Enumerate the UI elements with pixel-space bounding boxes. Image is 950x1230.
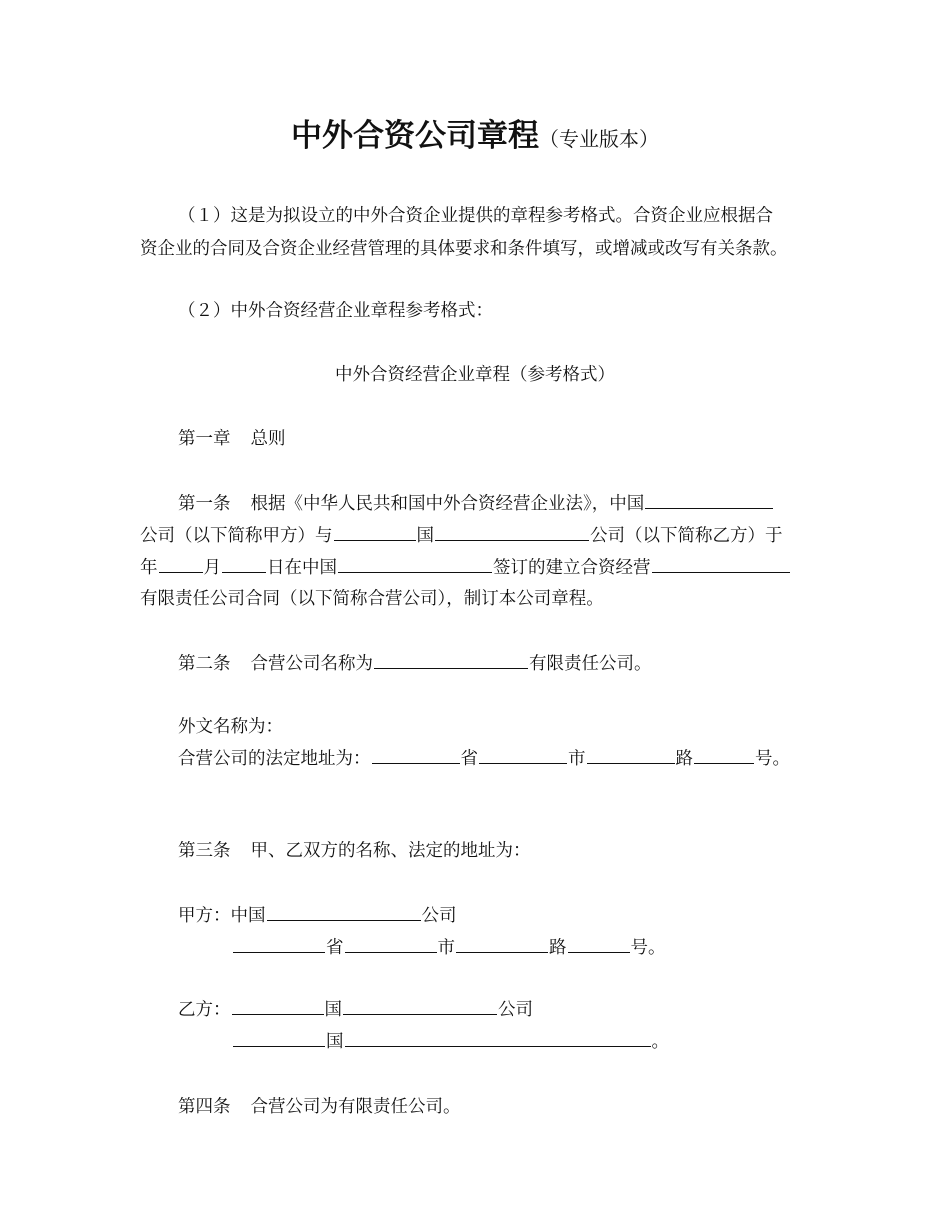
article1-l2a: 公司（以下简称甲方）与 (140, 526, 333, 546)
party-a-line2 (232, 934, 666, 960)
article1-l3a: 年 (140, 558, 158, 578)
party-a-company: 公司 (421, 906, 457, 926)
address-number: 号。 (755, 749, 790, 769)
party-a-road: 路 (549, 938, 567, 958)
article1-line2 (140, 522, 783, 548)
party-a-line1 (178, 902, 457, 928)
blank-party-a-city[interactable] (345, 934, 437, 953)
article3-text: 甲、乙双方的名称、法定的地址为： (250, 841, 531, 861)
blank-party-b-country-1[interactable] (232, 996, 324, 1015)
title-sub: （专业版本） (539, 127, 659, 151)
blank-month[interactable] (222, 554, 266, 573)
blank-party-a-name[interactable] (645, 490, 773, 509)
party-b-label: 乙方： (178, 1000, 231, 1020)
article2-address (178, 745, 790, 771)
blank-address-city[interactable] (479, 745, 567, 764)
para2: （２）中外合资经营企业章程参考格式： (178, 301, 493, 321)
party-b-country: 国 (324, 1000, 342, 1020)
article4-line (178, 1094, 461, 1120)
party-a-province: 省 (326, 938, 344, 958)
blank-jv-name[interactable] (652, 554, 790, 573)
party-b-country2: 国 (326, 1032, 344, 1052)
party-b-line2 (232, 1028, 669, 1054)
blank-party-a-province[interactable] (233, 934, 325, 953)
article2-num: 第二条 (178, 654, 231, 674)
foreign-name-label: 外文名称为： (178, 717, 283, 737)
blank-signing-place[interactable] (338, 554, 492, 573)
party-b-line1 (178, 996, 533, 1022)
blank-address-number[interactable] (694, 745, 754, 764)
blank-party-b-address[interactable] (345, 1028, 651, 1047)
address-road: 路 (675, 749, 693, 769)
document-title (0, 112, 950, 165)
subtitle: 中外合资经营企业章程（参考格式） (335, 365, 615, 385)
chapter1-name: 总则 (250, 429, 286, 449)
chapter1-num: 第一章 (178, 429, 231, 449)
article4-text: 合营公司为有限责任公司。 (250, 1097, 461, 1117)
article1-l3d: 签订的建立合资经营 (493, 558, 651, 578)
article3-num: 第三条 (178, 841, 231, 861)
article4-num: 第四条 (178, 1097, 231, 1117)
article1-l3c: 日在中国 (267, 558, 337, 578)
party-b-company: 公司 (498, 1000, 533, 1020)
address-city: 市 (568, 749, 586, 769)
article1-text: 根据《中华人民共和国中外合资经营企业法》，中国 (250, 494, 645, 514)
blank-address-road[interactable] (587, 745, 675, 764)
article3-line (178, 838, 531, 864)
party-a-china: 中国 (230, 906, 266, 926)
article1-line4: 有限责任公司合同（以下简称合营公司），制订本公司章程。 (140, 589, 604, 609)
blank-address-province[interactable] (372, 745, 460, 764)
article2-text-b: 有限责任公司。 (529, 654, 652, 674)
para1-line1: （１）这是为拟设立的中外合资企业提供的章程参考格式。合资企业应根据合 (178, 206, 773, 226)
blank-party-a-number[interactable] (568, 934, 630, 953)
article2-line1 (178, 650, 652, 676)
article1-num: 第一条 (178, 494, 231, 514)
article1-l3b: 月 (203, 558, 221, 578)
article1-l2c: 公司（以下简称乙方）于 (590, 526, 783, 546)
blank-party-b-country-2[interactable] (233, 1028, 325, 1047)
blank-party-b-name[interactable] (435, 522, 589, 541)
article1-line3 (140, 554, 791, 580)
article2-text-a: 合营公司名称为 (250, 654, 373, 674)
address-label: 合营公司的法定地址为： (178, 749, 371, 769)
party-a-city: 市 (437, 938, 455, 958)
article1-line1 (178, 490, 774, 516)
blank-party-b-company[interactable] (343, 996, 497, 1015)
title-main: 中外合资公司章程 (291, 118, 539, 154)
party-b-end: 。 (651, 1032, 669, 1052)
party-a-label: 甲方： (178, 906, 231, 926)
party-a-number: 号。 (630, 938, 666, 958)
chapter1-heading (178, 426, 286, 452)
para1-line2: 资企业的合同及合资企业经营管理的具体要求和条件填写，或增减或改写有关条款。 (140, 239, 788, 259)
address-province: 省 (460, 749, 478, 769)
blank-party-a-company[interactable] (267, 902, 421, 921)
blank-year[interactable] (159, 554, 203, 573)
blank-party-a-road[interactable] (456, 934, 548, 953)
article1-l2b: 国 (416, 526, 434, 546)
blank-party-b-country[interactable] (334, 522, 416, 541)
blank-company-name[interactable] (374, 650, 528, 669)
